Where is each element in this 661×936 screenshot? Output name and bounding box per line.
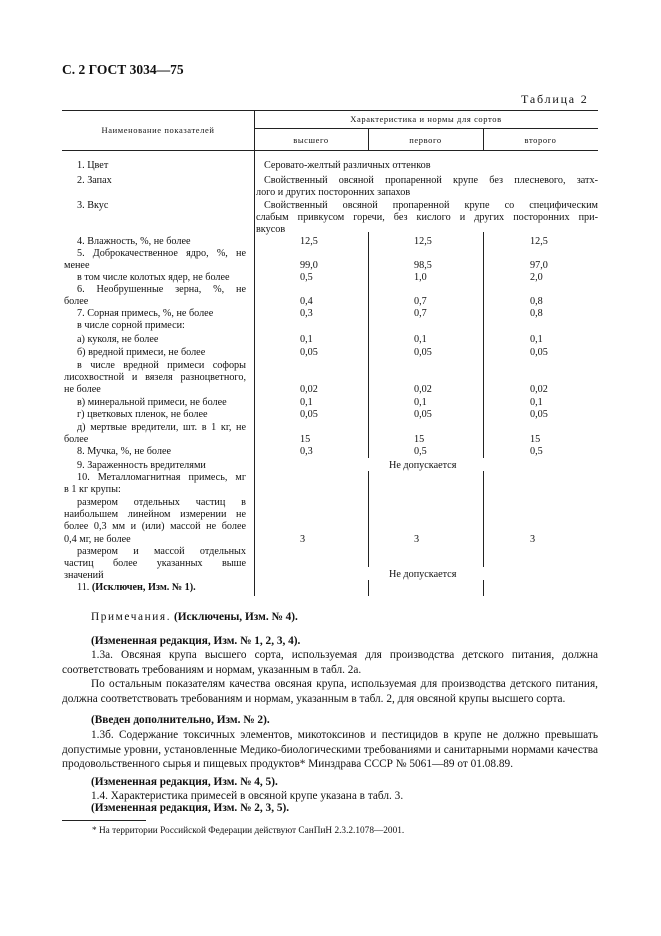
notes-text: (Исключены, Изм. № 4). — [173, 611, 298, 623]
footnote-rule — [62, 820, 146, 821]
row-label-line: менее — [64, 260, 90, 272]
row-value-sort-3: 0,8 — [530, 296, 543, 308]
row-label-line: 7. Сорная примесь, %, не более — [77, 308, 214, 319]
row-11-number: 11. — [77, 582, 90, 593]
sort-divider-1-lower — [368, 471, 369, 567]
row-value-sort-1: 99,0 — [300, 260, 318, 272]
row-value-sort-1: 0,1 — [300, 334, 313, 345]
row-value-sort-1: 0,5 — [300, 272, 313, 283]
row-value-sort-2: 0,7 — [414, 308, 427, 319]
row-value-sort-1: 0,3 — [300, 446, 313, 457]
row-label-line: не более — [64, 384, 101, 396]
row-label-line: д) мертвые вредители, шт. в 1 кг, не — [77, 422, 246, 433]
span-smell-line-2: лого и других посторонних запахов — [256, 187, 411, 198]
row-value-sort-2: 0,5 — [414, 446, 427, 457]
row-value-sort-2: 1,0 — [414, 272, 427, 283]
row-label-taste: 3. Вкус — [77, 200, 109, 211]
row-label-line: 0,4 мг, не более — [64, 533, 131, 545]
page-header: С. 2 ГОСТ 3034—75 — [62, 62, 184, 77]
row-label-line: 4. Влажность, %, не более — [77, 236, 191, 247]
row-label-line: 10. Металломагнитная примесь, мг — [77, 472, 246, 483]
table-top-rule — [62, 110, 598, 111]
row-label-line: 6. Необрушенные зерна, %, не — [77, 284, 246, 295]
row-label-line: размером отдельных частиц в — [77, 497, 246, 508]
row-label-line: в том числе колотых ядер, не более — [77, 272, 230, 283]
sort-divider-1-bottom — [368, 580, 369, 596]
row-label-line: более — [64, 434, 89, 446]
column-group-header: Характеристика и нормы для сортов — [350, 114, 502, 124]
span-not-allowed-infestation: Не допускается — [389, 460, 457, 471]
row-label-line: а) куколя, не более — [77, 334, 159, 345]
row-value-sort-2: 0,1 — [414, 397, 427, 408]
row-value-sort-3: 3 — [530, 533, 536, 545]
row-value-sort-3: 0,05 — [530, 347, 548, 358]
paragraph-other-indicators: По остальным показателям качества овсяная крупа, используемая для производства детского питания, должна соответствовать требованиям и нормам, указанным в табл. 2, для овсяной крупы высшего сорта. — [62, 678, 598, 705]
row-value-sort-3: 0,1 — [530, 397, 543, 408]
row-value-sort-1: 0,05 — [300, 347, 318, 358]
row-value-sort-3: 0,5 — [530, 446, 543, 457]
column-header-sort-3: второго — [524, 135, 557, 145]
sort-divider-2-bottom — [483, 580, 484, 596]
row-value-sort-2: 12,5 — [414, 236, 432, 247]
row-value-sort-3: 2,0 — [530, 272, 543, 283]
row-value-sort-3: 12,5 — [530, 236, 548, 247]
row-label-line: размером и массой отдельных — [77, 546, 246, 557]
edit-note-2: (Измененная редакция, Изм. № 4, 5). — [91, 776, 278, 788]
row-label-smell: 2. Запах — [77, 175, 112, 186]
row-11 — [77, 582, 196, 594]
row-label-line: в числе сорной примеси: — [77, 320, 185, 331]
notes-label: Примечания. — [91, 611, 172, 623]
row-value-sort-1: 0,3 — [300, 308, 313, 319]
span-color: Серовато-желтый различных оттенков — [264, 160, 431, 171]
span-taste-line-3: вкусов — [256, 224, 286, 235]
edit-note-1: (Измененная редакция, Изм. № 1, 2, 3, 4). — [91, 635, 301, 647]
row-label-line: значений — [64, 570, 104, 582]
row-value-sort-3: 0,05 — [530, 409, 548, 420]
row-label-line: лисохвостной и вязеля разноцветного, — [64, 372, 246, 384]
row-value-sort-2: 0,05 — [414, 409, 432, 420]
row-value-sort-2: 0,02 — [414, 384, 432, 396]
paragraph-1-4: 1.4. Характеристика примесей в овсяной крупе указана в табл. 3. — [91, 790, 404, 802]
span-taste-line-1: Свойственный овсяной пропаренной крупе со специфическим — [264, 200, 598, 211]
column-header-name: Наименование показателей — [101, 125, 215, 135]
row-value-sort-1: 15 — [300, 434, 311, 446]
row-value-sort-1: 0,05 — [300, 409, 318, 420]
row-value-sort-3: 0,02 — [530, 384, 548, 396]
row-value-sort-2: 3 — [414, 533, 420, 545]
added-note: (Введен дополнительно, Изм. № 2). — [91, 714, 270, 726]
row-label-line: в) минеральной примеси, не более — [77, 397, 227, 408]
row-label-line: более — [64, 296, 89, 308]
paragraph-1-3a: 1.3а. Овсяная крупа высшего сорта, используемая для производства детского питания, должна соответствовать требованиям и нормам, указанным в табл. 2а. — [62, 649, 598, 676]
row-value-sort-1: 0,4 — [300, 296, 313, 308]
row-value-sort-3: 15 — [530, 434, 541, 446]
row-value-sort-3: 0,8 — [530, 308, 543, 319]
row-label-line: г) цветковых пленок, не более — [77, 409, 208, 420]
row-11-text: (Исключен, Изм. № 1). — [91, 582, 196, 593]
row-value-sort-2: 0,05 — [414, 347, 432, 358]
row-value-sort-2: 15 — [414, 434, 425, 446]
sort-divider-2 — [483, 232, 484, 458]
span-taste-line-2: слабым привкусом горечи, без кислого и других посторонних при- — [256, 212, 598, 223]
row-label-line: б) вредной примеси, не более — [77, 347, 206, 358]
row-value-sort-2: 0,7 — [414, 296, 427, 308]
row-label-line: 9. Зараженность вредителями — [77, 460, 206, 471]
row-value-sort-3: 0,1 — [530, 334, 543, 345]
row-value-sort-3: 97,0 — [530, 260, 548, 272]
row-value-sort-2: 98,5 — [414, 260, 432, 272]
row-label-line: в 1 кг крупы: — [64, 484, 121, 496]
row-value-sort-1: 12,5 — [300, 236, 318, 247]
column-header-sort-2: первого — [409, 135, 442, 145]
row-label-line: частиц более указанных выше — [64, 558, 246, 570]
sort-divider-1 — [368, 232, 369, 458]
row-label-line: 8. Мучка, %, не более — [77, 446, 171, 457]
edit-note-3: (Измененная редакция, Изм. № 2, 3, 5). — [91, 802, 290, 814]
row-label-line: 5. Доброкачественное ядро, %, не — [77, 248, 246, 259]
row-label-color: 1. Цвет — [77, 160, 109, 171]
paragraph-1-3b: 1.3б. Содержание токсичных элементов, микотоксинов и пестицидов в крупе не должно превышать допустимые уровни, установленные Медико-биологическими требованиями и санитарными нормами качества продовольственного сырья и пищевых продуктов* Минздрава СССР № 5061—89 от 01.08.89. — [62, 729, 598, 770]
row-label-line: в числе вредной примеси софоры — [77, 360, 246, 371]
column-header-sort-1: высшего — [293, 135, 329, 145]
table-title: Таблица 2 — [521, 92, 589, 106]
row-label-line: наибольшем линейном измерении не — [64, 509, 246, 521]
span-smell-line-1: Свойственный овсяной пропаренной крупе без плесневого, затх- — [264, 175, 598, 186]
group-header-rule — [254, 128, 598, 129]
row-value-sort-1: 0,1 — [300, 397, 313, 408]
row-value-sort-1: 0,02 — [300, 384, 318, 396]
row-label-line: более 0,3 мм и (или) массой не более — [64, 521, 246, 533]
table-notes — [91, 610, 627, 625]
row-value-sort-2: 0,1 — [414, 334, 427, 345]
footnote: * На территории Российской Федерации действуют СанПиН 2.3.2.1078—2001. — [92, 826, 405, 836]
span-not-allowed-large-particles: Не допускается — [389, 569, 457, 580]
header-bottom-rule — [62, 150, 598, 151]
row-value-sort-1: 3 — [300, 533, 306, 545]
sort-divider-2-lower — [483, 471, 484, 567]
name-column-divider — [254, 110, 255, 596]
